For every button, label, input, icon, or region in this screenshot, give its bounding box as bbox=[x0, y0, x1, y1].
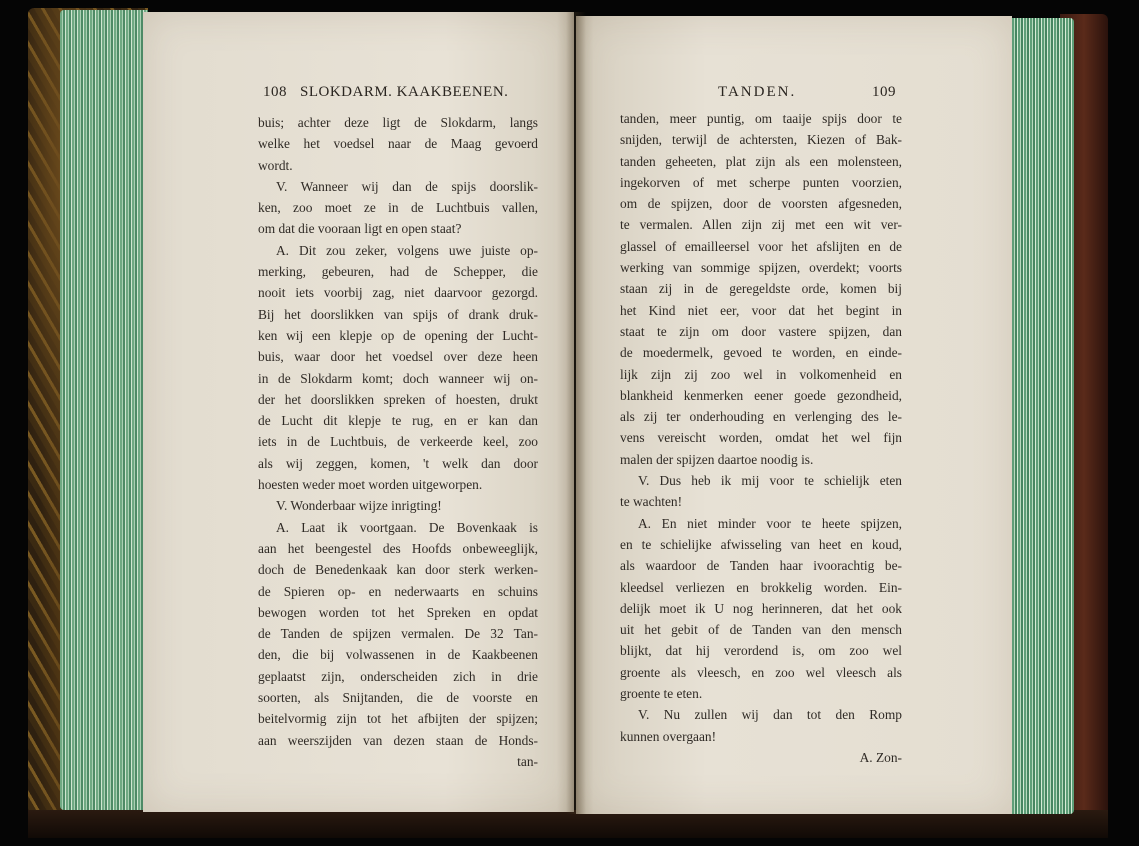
text-line: welke het voedsel naar de Maag gevoerd bbox=[258, 136, 538, 152]
text-line: de Spieren op- en nederwaarts en schuins bbox=[258, 583, 538, 599]
catchword: tan- bbox=[517, 753, 538, 769]
book-gutter bbox=[566, 12, 586, 814]
text-line: uit het gebit of de Tanden van den mensch bbox=[620, 622, 902, 638]
text-line: V. Dus heb ik mij voor te schielijk eten bbox=[638, 473, 902, 489]
text-line: buis, waar door het voedsel over deze heen bbox=[258, 349, 538, 365]
text-line: staan zij in de geregeldste orde, komen bij bbox=[620, 281, 902, 297]
text-line: A. Laat ik voortgaan. De Bovenkaak is bbox=[276, 519, 538, 535]
text-line: snijden, terwijl de achtersten, Kiezen of Bak- bbox=[620, 132, 902, 148]
text-line: kleedsel verliezen en brokkelig worden. Ein- bbox=[620, 579, 902, 595]
text-line: het Kind niet eer, voor dat het begint in bbox=[620, 302, 902, 318]
text-line: en te schielijke afwisseling van heet en koud, bbox=[620, 536, 902, 552]
text-line: als zij ter onderhouding en verlenging des le- bbox=[620, 409, 902, 425]
text-line: de Lucht dit klepje te rug, en er kan dan bbox=[258, 413, 538, 429]
page-edges-left bbox=[60, 10, 148, 810]
text-line: nooit iets voorbij zag, niet daarvoor gezorgd. bbox=[258, 285, 538, 301]
text-line: beitelvormig zijn tot het afbijten der spijzen; bbox=[258, 711, 538, 727]
text-line: te wachten! bbox=[620, 494, 683, 510]
text-line: wordt. bbox=[258, 157, 293, 173]
right-page-text bbox=[620, 108, 902, 768]
catchword: A. Zon- bbox=[859, 749, 902, 765]
text-line: om de spijzen, door de voorsten afgesneden, bbox=[620, 196, 902, 212]
text-line: ken, zoo moet ze in de Luchtbuis vallen, bbox=[258, 200, 538, 216]
text-line: hoesten weder moet worden uitgeworpen. bbox=[258, 477, 483, 493]
text-line: merking, gebeuren, had de Schepper, die bbox=[258, 264, 538, 280]
text-line: malen der spijzen daartoe noodig is. bbox=[620, 451, 814, 467]
text-line: als wij zeggen, komen, 't welk dan door bbox=[258, 455, 538, 471]
page-edges-right bbox=[1012, 18, 1074, 814]
cover-bottom-edge bbox=[28, 810, 1108, 838]
text-line: A. En niet minder voor te heete spijzen, bbox=[638, 515, 902, 531]
text-line: werking van sommige spijzen, overdekt; voorts bbox=[620, 260, 902, 276]
text-line: ken wij een klepje op de opening der Lucht- bbox=[258, 327, 538, 343]
text-line: Bij het doorslikken van spijs of drank druk- bbox=[258, 306, 538, 322]
text-line: V. Wonderbaar wijze inrigting! bbox=[276, 498, 442, 514]
text-line: aan het beengestel des Hoofds onbeweeglijk, bbox=[258, 540, 538, 556]
text-line: glassel of emailleersel voor het afslijten en de bbox=[620, 238, 902, 254]
text-line: vens vereischt worden, omdat het wel fijn bbox=[620, 430, 902, 446]
text-line: staat te zijn om door vastere spijzen, dan bbox=[620, 323, 902, 339]
right-page-number: 109 bbox=[872, 84, 896, 100]
text-line: de Tanden de spijzen vermalen. De 32 Tan- bbox=[258, 626, 538, 642]
left-running-head: SLOKDARM. KAAKBEENEN. bbox=[300, 84, 509, 100]
text-line: aan weerszijden van dezen staan de Honds- bbox=[258, 732, 538, 748]
text-line: V. Nu zullen wij dan tot den Romp bbox=[638, 707, 902, 723]
text-line: lijk zijn zij zoo wel in volkomenheid en bbox=[620, 366, 902, 382]
text-line: te vermalen. Allen zijn zij met een wit ver- bbox=[620, 217, 902, 233]
text-line: A. Dit zou zeker, volgens uwe juiste op- bbox=[276, 242, 538, 258]
text-line: tanden, meer puntig, om taaije spijs door te bbox=[620, 111, 902, 126]
left-page-text bbox=[258, 112, 538, 772]
text-line: bewogen worden tot het Spreken en opdat bbox=[258, 604, 538, 620]
text-line: ingekorven of met scherpe punten voorzien, bbox=[620, 174, 902, 190]
text-line: om dat die vooraan ligt en open staat? bbox=[258, 221, 462, 237]
text-line: delijk moet ik U nog herinneren, dat het ook bbox=[620, 600, 902, 616]
text-line: groente als vleesch, en zoo wel vleesch als bbox=[620, 664, 902, 680]
right-running-head: TANDEN. bbox=[718, 84, 797, 100]
text-line: in de Slokdarm komt; doch wanneer wij on- bbox=[258, 370, 538, 386]
left-page-number: 108 bbox=[263, 84, 287, 100]
text-line: doch de Benedenkaak kan door sterk werken- bbox=[258, 562, 538, 578]
text-line: der het doorslikken spreken of hoesten, drukt bbox=[258, 391, 538, 407]
text-line: blankheid kenmerken eener goede gezondheid, bbox=[620, 387, 902, 403]
text-line: iets in de Luchtbuis, de verkeerde keel, zoo bbox=[258, 434, 538, 450]
text-line: tanden geheeten, plat zijn als een molensteen, bbox=[620, 153, 902, 169]
text-line: de moedermelk, gevoed te worden, en einde- bbox=[620, 345, 902, 361]
text-line: geplaatst zijn, onderscheiden zich in drie bbox=[258, 668, 538, 684]
text-line: groente te eten. bbox=[620, 686, 703, 702]
text-line: als waardoor de Tanden haar ivoorachtig be- bbox=[620, 558, 902, 574]
text-line: V. Wanneer wij dan de spijs doorslik- bbox=[276, 178, 538, 194]
text-line: blijkt, dat hij verordend is, om zoo wel bbox=[620, 643, 902, 659]
text-line: soorten, als Snijtanden, die de voorste en bbox=[258, 690, 538, 706]
text-line: den, die bij volwassenen in de Kaakbeenen bbox=[258, 647, 538, 663]
text-line: buis; achter deze ligt de Slokdarm, langs bbox=[258, 115, 538, 130]
text-line: kunnen overgaan! bbox=[620, 728, 717, 744]
